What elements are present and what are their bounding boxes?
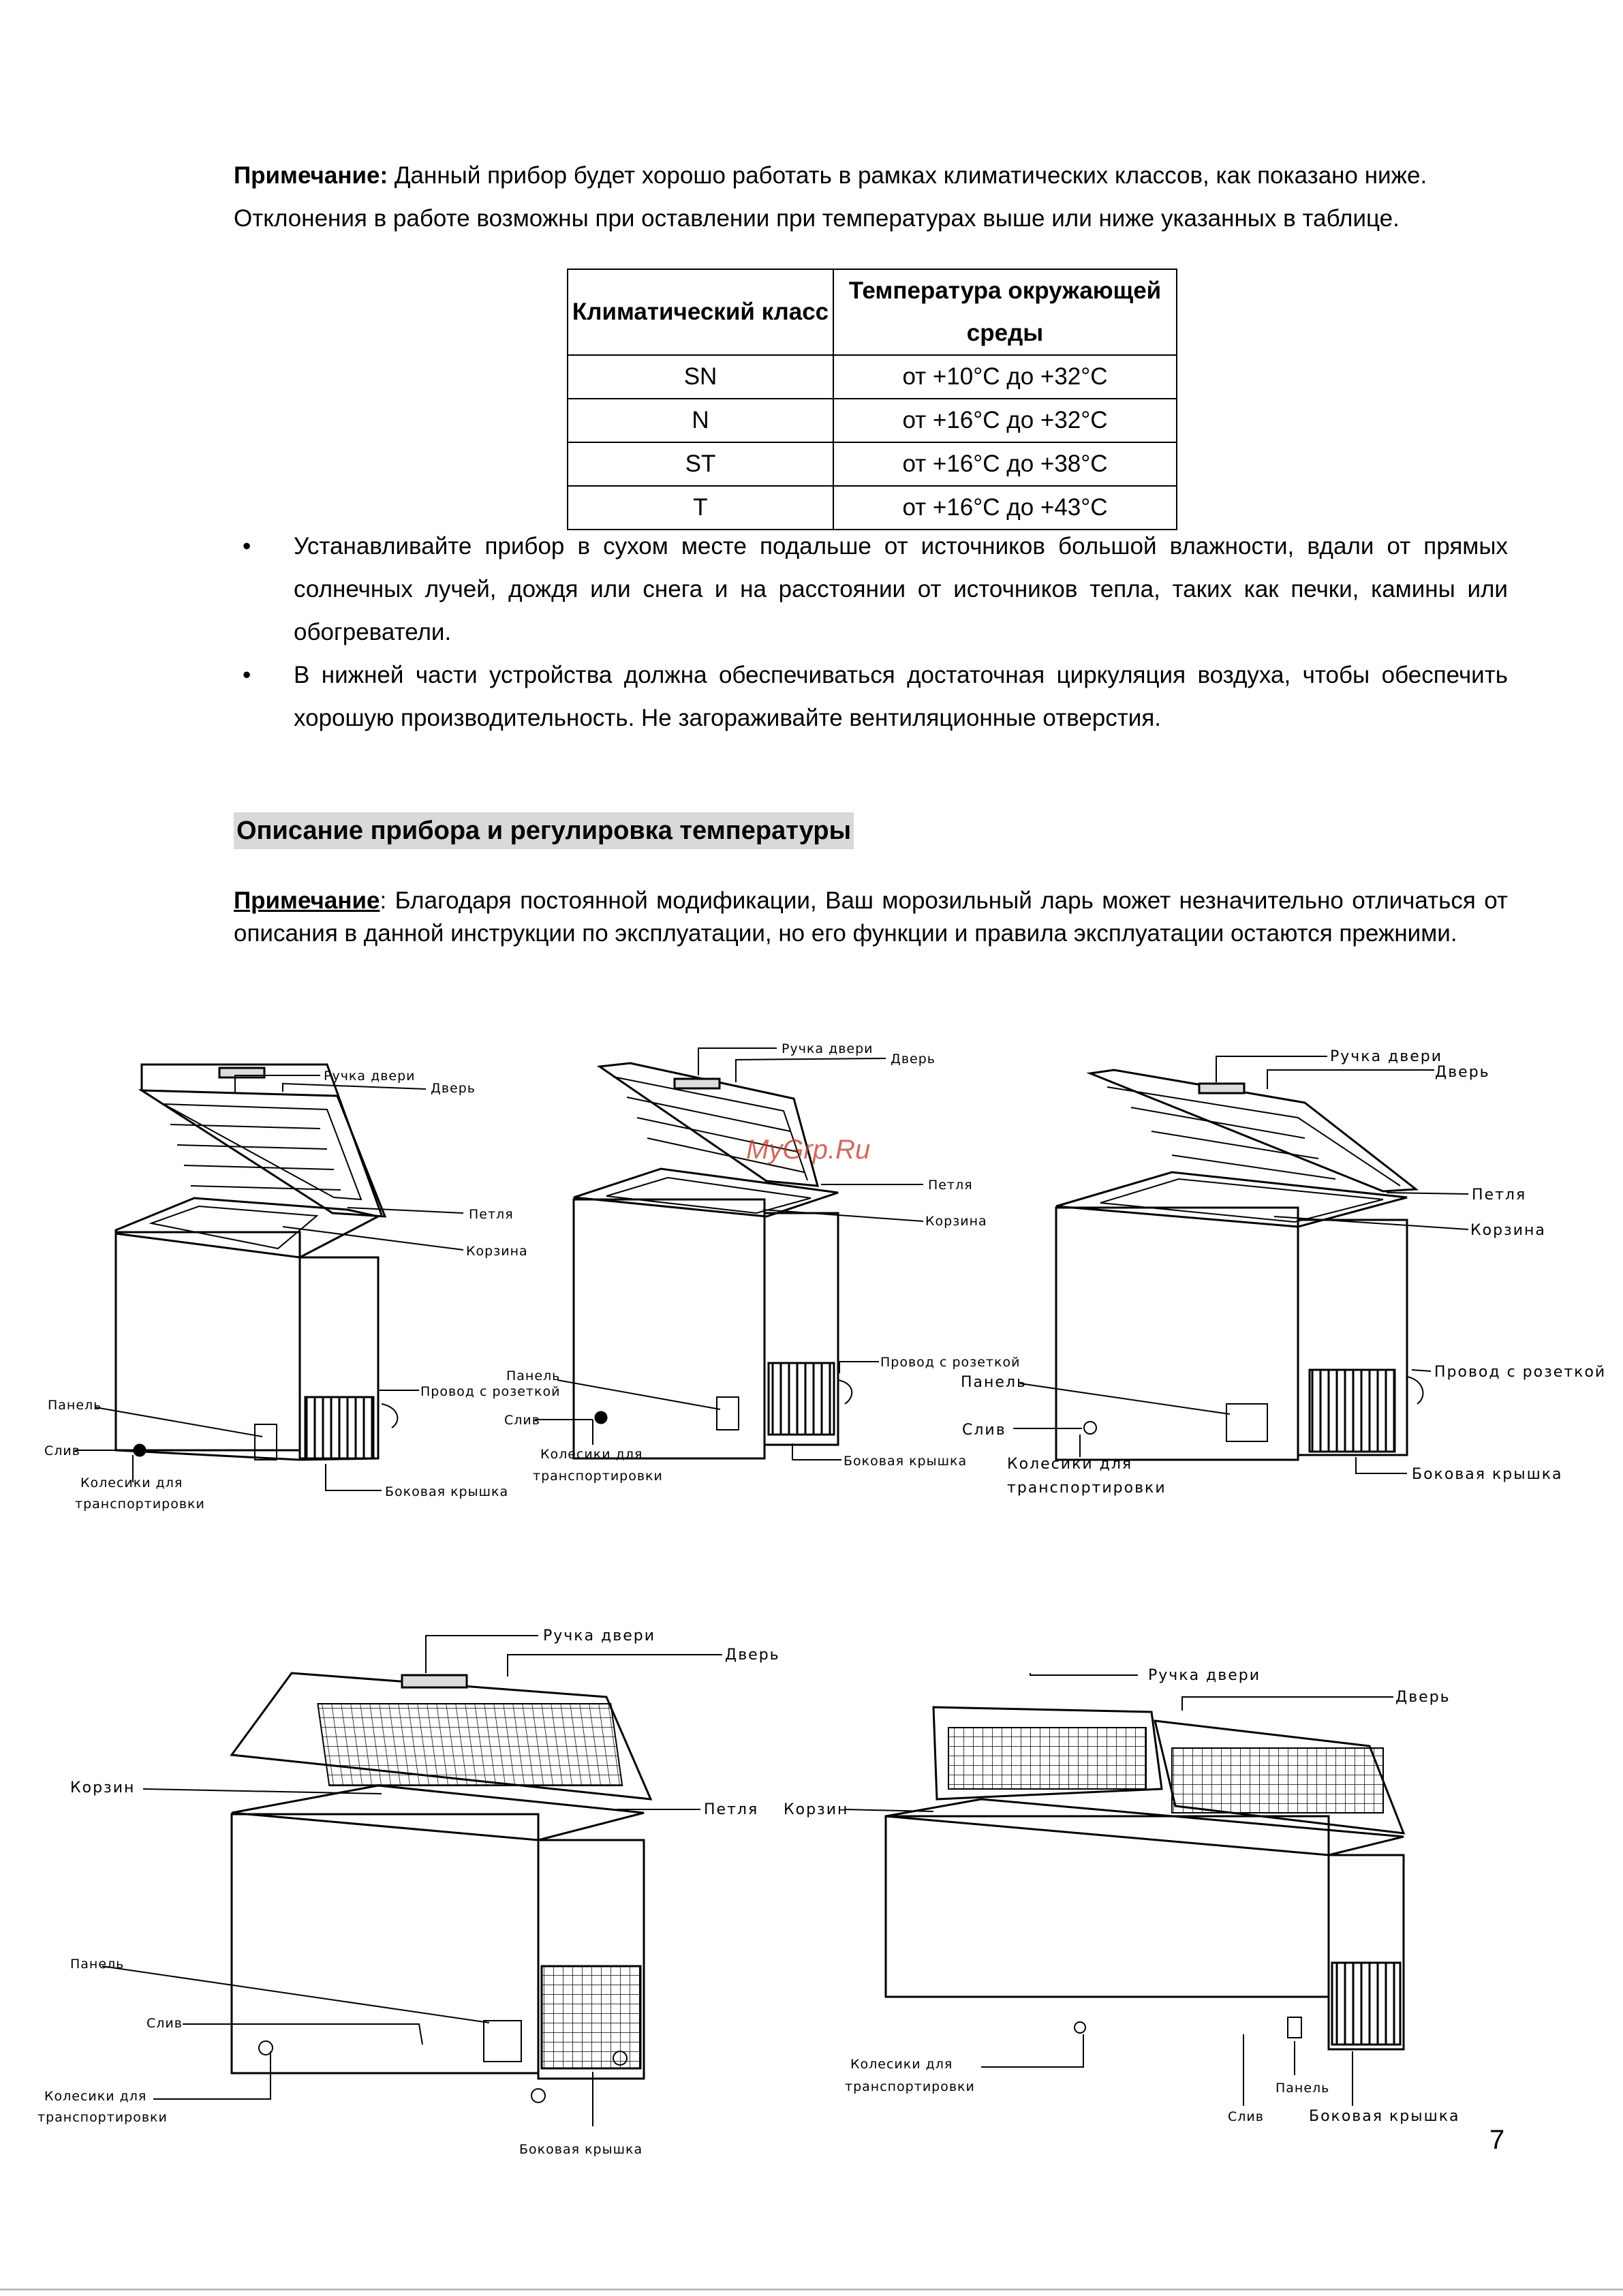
label-wheels-4a: Колесики для — [44, 2089, 147, 2104]
label-hinge-2: Петля — [928, 1178, 973, 1193]
class-cell: N — [568, 399, 833, 442]
temp-cell: от +16°C до +43°C — [833, 486, 1177, 530]
label-panel-4: Панель — [70, 1957, 125, 1972]
freezer-diagram-5 — [886, 1707, 1404, 2049]
label-wheels-1a: Колесики для — [80, 1475, 183, 1490]
label-drain-4: Слив — [146, 2016, 183, 2031]
label-side-cover-5: Боковая крышка — [1309, 2108, 1460, 2125]
freezer-diagram-3 — [1056, 1070, 1423, 1460]
label-wheels-3b: транспортировки — [1007, 1480, 1166, 1497]
label-hinge-1: Петля — [469, 1207, 514, 1222]
page-number: 7 — [1489, 2125, 1505, 2155]
label-cord-1: Провод с розеткой — [420, 1384, 561, 1399]
bullet-icon: • — [243, 533, 251, 560]
label-cord-2: Провод с розеткой — [880, 1355, 1021, 1370]
label-hinge-4: Петля — [704, 1801, 759, 1818]
label-basket-4: Корзин — [70, 1779, 136, 1796]
label-handle-5: Ручка двери — [1148, 1667, 1261, 1684]
freezer-diagram-4 — [232, 1673, 651, 2102]
temp-cell: от +16°C до +38°C — [833, 442, 1177, 486]
bullet-text: В нижней части устройства должна обеспечиваться достаточная циркуляция воздуха, чтобы обеспечить хорошую производительность. Не загораживайте вентиляционные отверстия. — [294, 662, 1508, 731]
label-panel-5: Панель — [1276, 2081, 1330, 2096]
label-cord-3: Провод с розеткой — [1434, 1364, 1607, 1381]
class-cell: SN — [568, 355, 833, 399]
temp-cell: от +10°C до +32°C — [833, 355, 1177, 399]
watermark: MyGrp.Ru — [746, 1135, 871, 1165]
label-side-cover-2: Боковая крышка — [844, 1454, 968, 1469]
label-door-4: Дверь — [725, 1647, 780, 1664]
label-panel-1: Панель — [48, 1398, 102, 1413]
note2-text: : Благодаря постоянной модификации, Ваш морозильный ларь может незначительно отличаться от описания в данной инструкции по эксплуатации, но его функции и правила эксплуатации остаются прежними. — [234, 887, 1508, 947]
label-side-cover-4: Боковая крышка — [519, 2142, 643, 2157]
label-panel-3: Панель — [961, 1374, 1027, 1391]
label-basket-5: Корзин — [784, 1801, 849, 1818]
table-header-class: Климатический класс — [568, 269, 833, 355]
table-header-temp: Температура окружающей среды — [833, 269, 1177, 355]
class-cell: ST — [568, 442, 833, 486]
temp-cell: от +16°C до +32°C — [833, 399, 1177, 442]
label-handle-2: Ручка двери — [782, 1041, 874, 1056]
label-door-3: Дверь — [1435, 1064, 1490, 1081]
label-side-cover-3: Боковая крышка — [1412, 1466, 1563, 1483]
note-line2: Отклонения в работе возможны при оставлении при температурах выше или ниже указанных в таблице. — [234, 205, 1400, 232]
label-basket-2: Корзина — [925, 1214, 987, 1229]
label-handle-3: Ручка двери — [1330, 1048, 1443, 1065]
label-drain-3: Слив — [962, 1422, 1006, 1439]
label-door-2: Дверь — [891, 1052, 936, 1067]
callout-lines — [75, 1048, 1468, 2126]
label-hinge-3: Петля — [1472, 1187, 1527, 1204]
freezer-diagram-2 — [574, 1063, 852, 1458]
label-wheels-5a: Колесики для — [850, 2057, 953, 2072]
label-door-5: Дверь — [1395, 1689, 1451, 1706]
page-bottom-divider — [0, 2289, 1623, 2291]
section-title: Описание прибора и регулировка температуры — [234, 812, 854, 849]
label-door-1: Дверь — [431, 1081, 476, 1096]
label-wheels-4b: транспортировки — [37, 2110, 168, 2125]
bullet-text: Устанавливайте прибор в сухом месте подальше от источников большой влажности, вдали от прямых солнечных лучей, дождя или снега и на расстоянии от источников тепла, таких как печки, камины или обогреватели. — [294, 533, 1508, 645]
freezer-diagram-1 — [116, 1065, 397, 1460]
note-line1: Данный прибор будет хорошо работать в рамках климатических классов, как показано ниже. — [388, 162, 1427, 189]
label-wheels-2a: Колесики для — [540, 1447, 643, 1462]
label-basket-1: Корзина — [466, 1244, 528, 1259]
note2-label: Примечание — [234, 887, 380, 914]
class-cell: T — [568, 486, 833, 530]
label-handle-1: Ручка двери — [324, 1069, 416, 1084]
label-wheels-5b: транспортировки — [845, 2079, 975, 2094]
label-drain-1: Слив — [44, 1443, 80, 1458]
label-wheels-1b: транспортировки — [75, 1497, 205, 1512]
label-panel-2: Панель — [506, 1368, 561, 1383]
label-wheels-2b: транспортировки — [533, 1469, 663, 1484]
label-drain-2: Слив — [504, 1413, 540, 1428]
label-drain-5: Слив — [1228, 2109, 1264, 2124]
label-basket-3: Корзина — [1470, 1222, 1546, 1239]
bullet-icon: • — [243, 662, 251, 688]
label-side-cover-1: Боковая крышка — [385, 1484, 509, 1499]
label-wheels-3a: Колесики для — [1007, 1456, 1133, 1473]
label-handle-4: Ручка двери — [543, 1627, 656, 1644]
note-label: Примечание: — [234, 162, 388, 189]
